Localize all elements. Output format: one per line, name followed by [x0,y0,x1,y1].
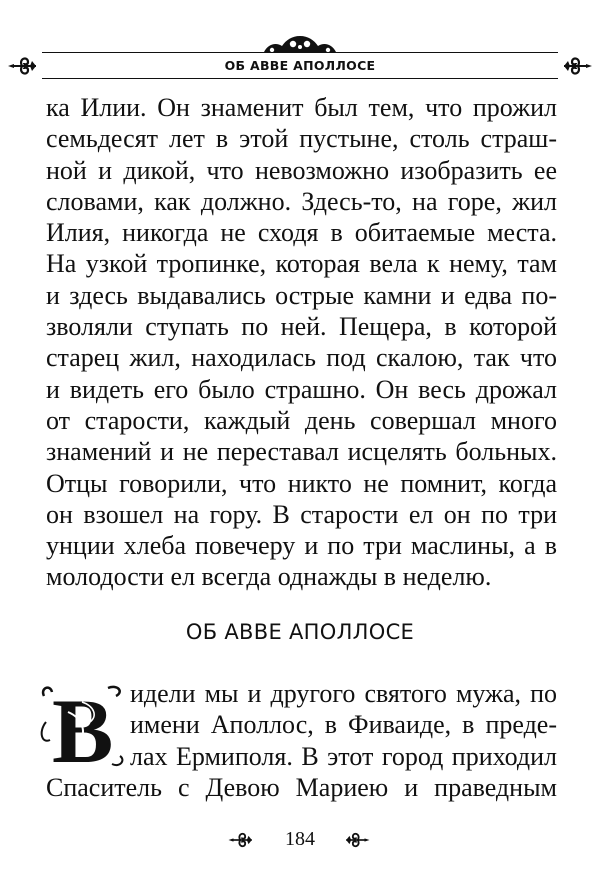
header-rule-top [42,52,558,53]
text-line: зволяли ступать по ней. Пещера, в которой [46,312,557,342]
text-line: ной и дикой, что невозможно изобразить ее [46,155,557,185]
text-line: На узкой тропинке, которая вела к нему, там [46,249,557,279]
text-line: Спаситель с Девою Мариею и праведным [46,772,557,802]
text-line: семьдесят лет в этой пустыне, столь страш- [46,124,557,154]
text-line: знамений и не переставал исцелять больных. [46,437,557,467]
page-number: 184 [285,828,315,850]
page-footer [0,824,600,854]
text-line: словами, как должно. Здесь-то, на горе, жил [46,186,557,216]
text-line: унции хлеба повечеру и по три маслины, а в [46,531,557,561]
text-line: ка Илии. Он знаменит был тем, что прожил [46,93,557,122]
text-line: и здесь выдавались острые камни и едва по- [46,280,557,310]
text-line: лах Ермиполя. В этот город приходил [130,741,557,771]
text-line: от старости, каждый день совершал много [46,405,557,435]
text-line: молодости ел всегда однажды в неделю. [46,562,492,592]
text-line: и видеть его было страшно. Он весь дрожал [46,374,557,404]
fleuron-right-icon [560,54,594,78]
running-title: ОБ АВВЕ АПОЛЛОСЕ [224,58,376,73]
svg-text:В: В [52,682,114,774]
crest-ornament-icon [262,34,338,54]
text-line: идели мы и другого святого мужа, по [130,679,557,708]
text-line: Илия, никогда не сходя в обитаемые места. [46,218,557,248]
text-line: Отцы говорили, что никто не помнит, когда [46,468,557,498]
header-rule-bottom [42,78,558,79]
section-paragraph [46,678,557,803]
text-line: старец жил, находилась под скалою, так что [46,343,557,373]
fleuron-left-icon [226,830,256,850]
paragraph-continued [46,92,557,593]
text-line: имени Аполлос, в Фиваиде, в преде- [130,710,557,740]
section-heading: ОБ АВВЕ АПОЛЛОСЕ [185,620,415,644]
text-line: он взошел на гору. В старости ел он по три [46,499,557,529]
running-header [0,30,600,90]
fleuron-right-icon [342,830,372,850]
